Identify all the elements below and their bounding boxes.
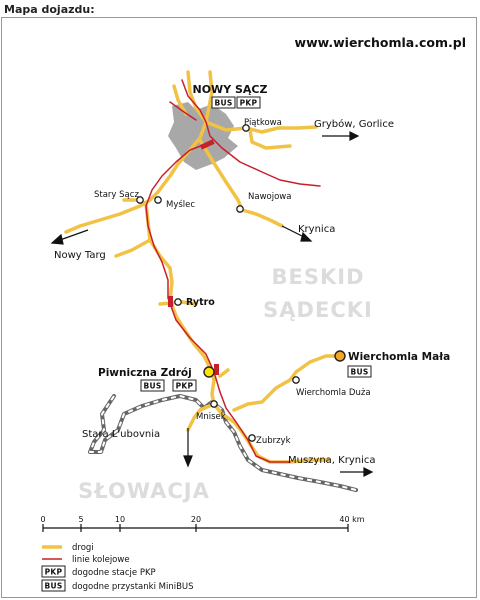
label-piwniczna: Piwniczna Zdrój	[98, 367, 192, 379]
wierchomla-bus-badge-text: BUS	[350, 367, 369, 377]
wierchomla-bus-badge	[348, 366, 371, 377]
state-border	[90, 396, 356, 490]
label-piatkowa: Piątkowa	[244, 118, 282, 128]
nowy-sacz-pkp-badge	[237, 97, 260, 108]
label-stara-lubovnia: Stara L'ubovnia	[82, 429, 161, 440]
scale-bar	[40, 515, 364, 532]
road-muszyna	[210, 368, 328, 462]
website-url: www.wierchomla.com.pl	[294, 35, 466, 50]
legend-pkp-label: dogodne stacje PKP	[72, 568, 156, 578]
wierchomla-duza-point	[293, 377, 299, 383]
road-east-loop	[250, 130, 290, 148]
nowy-sacz-bus-badge-text: BUS	[214, 98, 233, 108]
region-label-line1: BESKID	[271, 265, 365, 289]
arrow-grybow-head	[350, 132, 358, 140]
legend-road-label: drogi	[72, 543, 94, 553]
scale-label-40: 40 km	[339, 515, 365, 524]
scale-label-0: 0	[40, 515, 46, 524]
country-label: SŁOWACJA	[78, 479, 210, 503]
label-muszyna: Muszyna, Krynica	[288, 455, 376, 466]
nawojowa-point	[237, 206, 243, 212]
rytro-station-marker	[168, 296, 173, 307]
label-wierchomla-mala: Wierchomla Mała	[348, 351, 451, 363]
label-mnisek: Mnisek	[196, 412, 226, 422]
piwniczna-bus-badge-text: BUS	[143, 381, 162, 391]
region-label-line2: SĄDECKI	[263, 298, 373, 322]
scale-label-20: 20	[190, 515, 202, 524]
myslec-point	[155, 197, 161, 203]
scale-label-5: 5	[78, 515, 84, 524]
page-title: Mapa dojazdu:	[4, 3, 95, 16]
label-nowy-targ: Nowy Targ	[54, 250, 106, 261]
label-zubrzyk: Zubrzyk	[256, 436, 291, 446]
piwniczna-station-marker	[214, 364, 219, 375]
scale-label-10: 10	[114, 515, 126, 524]
road-wierchomla	[234, 356, 338, 410]
zubrzyk-point	[249, 435, 255, 441]
arrow-muszyna-head	[364, 468, 372, 476]
legend-pkp-badge-text: PKP	[44, 567, 63, 577]
label-krynica: Krynica	[298, 224, 336, 235]
arrow-nowy-targ-head	[52, 235, 63, 244]
legend-bus-badge-text: BUS	[44, 581, 63, 591]
label-rytro: Rytro	[186, 297, 215, 308]
label-grybow: Grybów, Gorlice	[314, 119, 394, 130]
legend-rail-label: linie kolejowe	[72, 555, 130, 565]
rytro-point	[175, 299, 181, 305]
piwniczna-point	[204, 367, 214, 377]
nowy-sacz-bus-badge	[212, 97, 235, 108]
label-nowy-sacz: NOWY SĄCZ	[192, 83, 268, 96]
arrow-nowy-targ-line	[60, 230, 88, 240]
piwniczna-pkp-badge	[173, 380, 196, 391]
legend-bus-label: dogodne przystanki MiniBUS	[72, 582, 194, 592]
road-nowy-targ	[66, 200, 150, 232]
legend	[42, 543, 194, 592]
label-wierchomla-duza: Wierchomla Duża	[296, 388, 371, 398]
wierchomla-mala-point	[335, 351, 345, 361]
arrow-lubovnia-head	[184, 456, 192, 466]
nowy-sacz-pkp-badge-text: PKP	[239, 98, 258, 108]
road-piwniczna-spur	[220, 370, 228, 376]
label-stary-sacz: Stary Sącz	[94, 190, 139, 200]
piwniczna-pkp-badge-text: PKP	[175, 381, 194, 391]
road-rytro-piwniczna	[170, 300, 210, 368]
road-branch-west	[116, 240, 150, 256]
label-nawojowa: Nawojowa	[248, 192, 292, 202]
label-myslec: Myślec	[166, 200, 196, 210]
mnisek-point	[211, 401, 217, 407]
piwniczna-bus-badge	[141, 380, 164, 391]
